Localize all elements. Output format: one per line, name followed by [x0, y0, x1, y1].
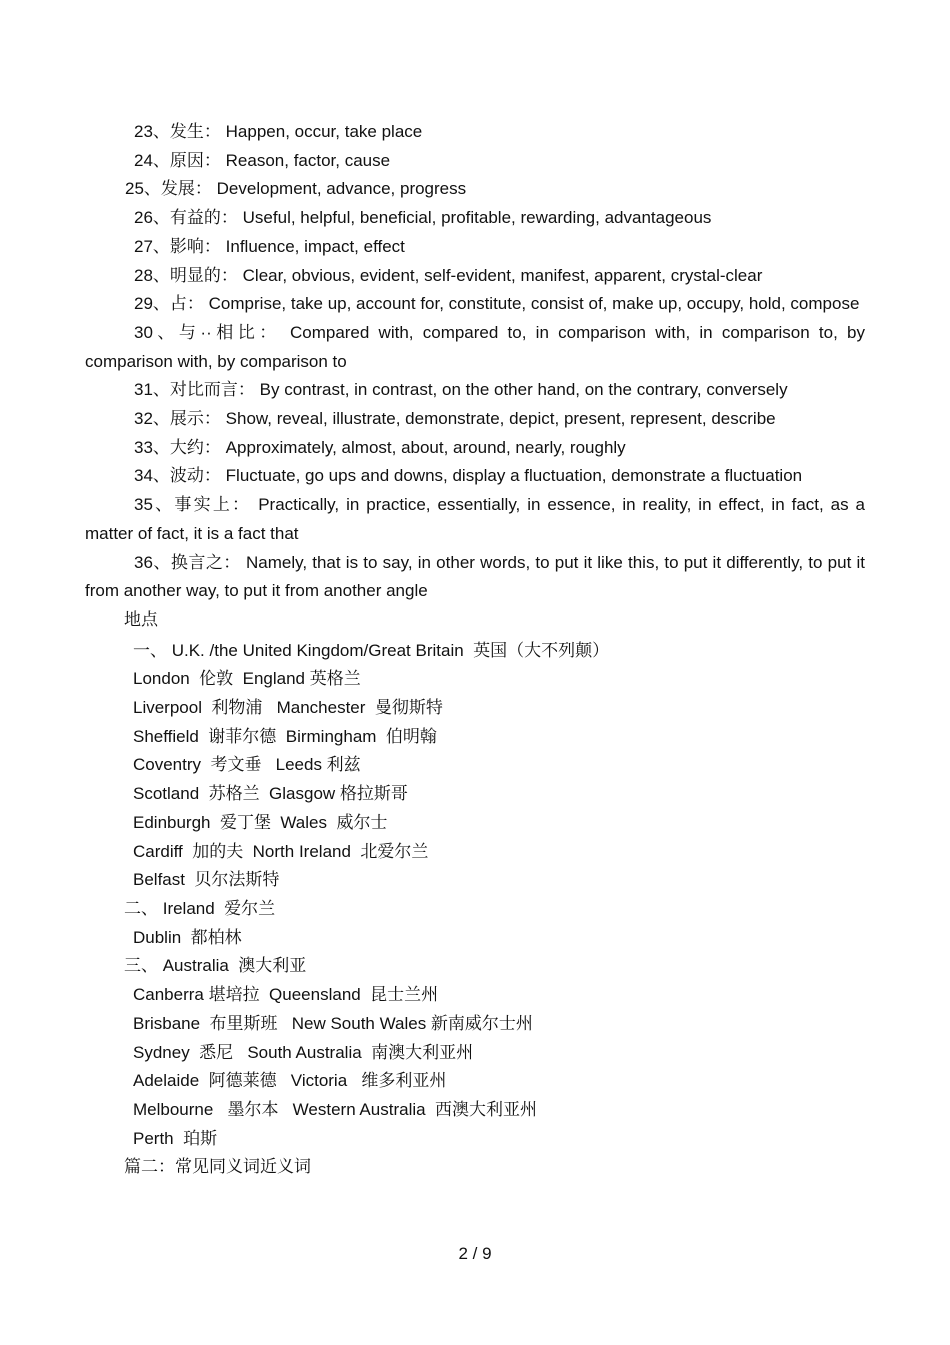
section-heading-ireland: 二、 Ireland 爱尔兰	[124, 898, 276, 918]
vocab-item-34: 34、波动： Fluctuate, go ups and downs, display a fluctuation, demonstrate a fluctuation	[134, 466, 803, 486]
page-number: 2 / 9	[458, 1244, 492, 1263]
place-line: London 伦敦 England 英格兰	[133, 669, 361, 689]
place-line: Melbourne 墨尔本 Western Australia 西澳大利亚州	[133, 1099, 538, 1119]
vocab-item-26: 26、有益的： Useful, helpful, beneficial, profitable, rewarding, advantageous	[134, 208, 712, 228]
vocab-item-33: 33、大约： Approximately, almost, about, around, nearly, roughly	[134, 437, 626, 457]
vocab-item-24: 24、原因： Reason, factor, cause	[134, 150, 391, 170]
vocab-item-28: 28、明显的： Clear, obvious, evident, self-evident, manifest, apparent, crystal-clear	[134, 265, 763, 285]
place-line: Canberra 堪培拉 Queensland 昆士兰州	[133, 985, 439, 1005]
places-heading: 地点	[124, 609, 158, 629]
vocab-item-32: 32、展示： Show, reveal, illustrate, demonstrate, depict, present, represent, describe	[134, 409, 776, 429]
vocab-item-29: 29、占： Comprise, take up, account for, constitute, consist of, make up, occupy, hold, compose	[134, 294, 860, 314]
document-page	[85, 118, 865, 1182]
vocab-item-23: 23、发生： Happen, occur, take place	[134, 122, 423, 141]
place-line: Sydney 悉尼 South Australia 南澳大利亚州	[133, 1042, 474, 1062]
place-line: Adelaide 阿德莱德 Victoria 维多利亚州	[133, 1071, 447, 1091]
place-line: Cardiff 加的夫 North Ireland 北爱尔兰	[133, 841, 429, 861]
next-article-heading: 篇二：常见同义词近义词	[124, 1157, 311, 1177]
vocab-item-27: 27、影响： Influence, impact, effect	[134, 236, 405, 256]
place-line: Coventry 考文垂 Leeds 利兹	[133, 755, 361, 775]
vocab-item-30: 30、与··相比： Compared with, compared to, in comparison with, in comparison to, by comparison with, by comparison to	[85, 322, 866, 371]
vocab-item-31: 31、对比而言： By contrast, in contrast, on the other hand, on the contrary, conversely	[134, 380, 788, 400]
place-line: Scotland 苏格兰 Glasgow 格拉斯哥	[133, 784, 408, 804]
place-line: Sheffield 谢菲尔德 Birmingham 伯明翰	[133, 726, 437, 746]
vocab-item-25: 25、发展： Development, advance, progress	[125, 179, 467, 199]
vocab-item-36: 36、换言之： Namely, that is to say, in other words, to put it like this, to put it differently, to put it from another way, to put it from another angle	[85, 552, 866, 601]
place-line: Brisbane 布里斯班 New South Wales 新南威尔士州	[133, 1013, 533, 1033]
place-line: Belfast 贝尔法斯特	[133, 870, 280, 890]
vocab-item-35: 35、事实上： Practically, in practice, essentially, in essence, in reality, in effect, in fact, as a matter of fact, it is a fact that	[85, 495, 866, 543]
place-line: Liverpool 利物浦 Manchester 曼彻斯特	[133, 698, 443, 718]
section-heading-uk: 一、 U.K. /the United Kingdom/Great Britain 英国（大不列颠）	[133, 640, 610, 660]
place-line: Perth 珀斯	[133, 1128, 218, 1148]
place-line: Dublin 都柏林	[133, 927, 242, 947]
place-line: Edinburgh 爱丁堡 Wales 威尔士	[133, 812, 388, 832]
section-heading-australia: 三、 Australia 澳大利亚	[124, 956, 307, 976]
